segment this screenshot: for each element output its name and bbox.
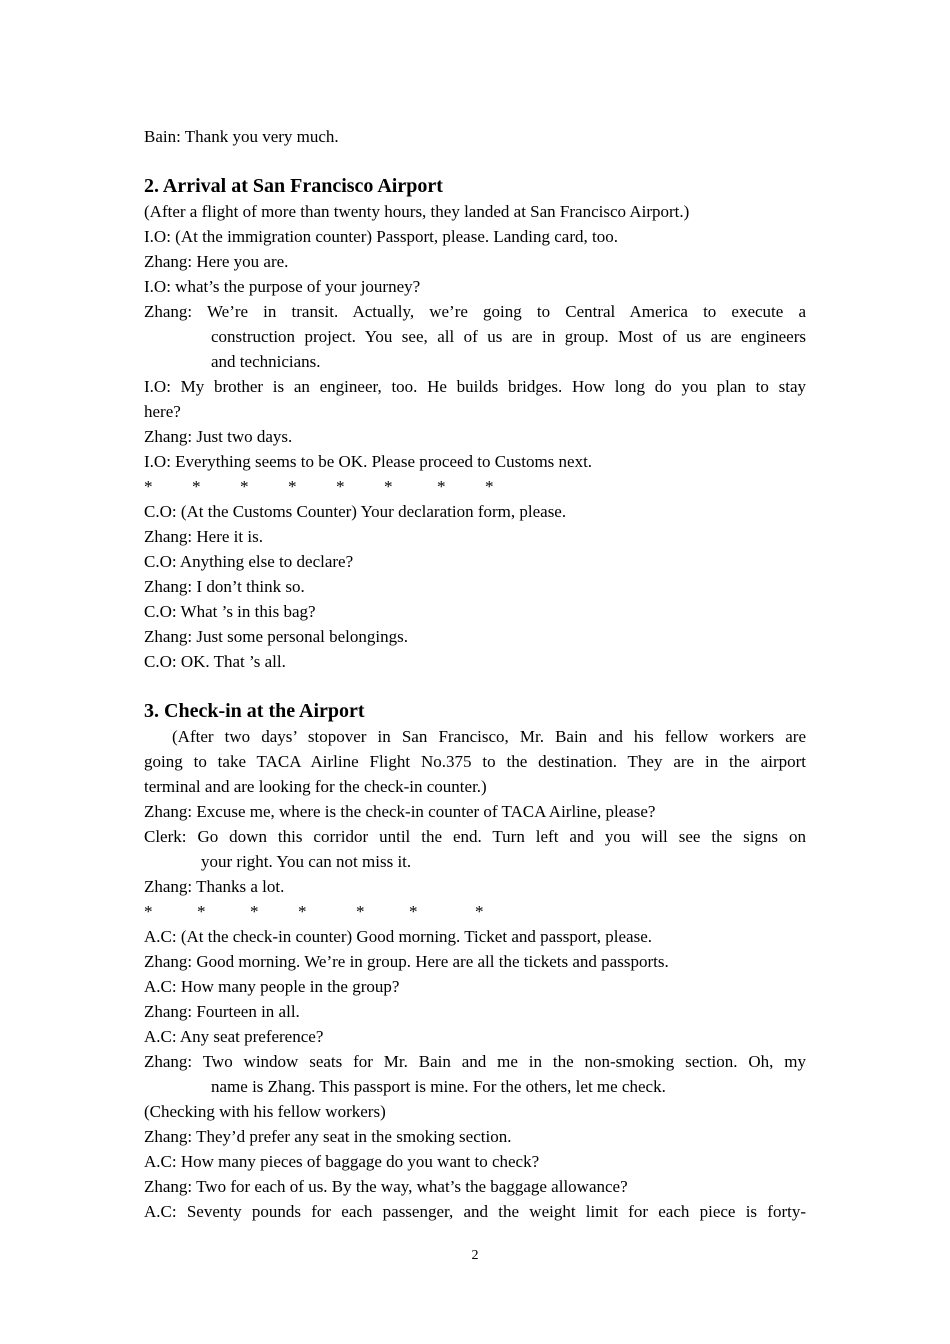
dialogue-line: Zhang: Thanks a lot. <box>144 877 285 896</box>
dialogue-line-continuation: your right. You can not miss it. <box>201 852 412 871</box>
dialogue-line: I.O: Everything seems to be OK. Please proceed to Customs next. <box>144 452 593 471</box>
separator-star: * <box>192 477 201 496</box>
separator-star: * <box>250 902 259 921</box>
separator-stars <box>144 899 806 924</box>
dialogue-line: Zhang: Here you are. <box>144 252 289 271</box>
stage-direction: (After a flight of more than twenty hours, they landed at San Francisco Airport.) <box>144 202 690 221</box>
separator-star: * <box>384 477 393 496</box>
dialogue-line: C.O: What ’s in this bag? <box>144 602 316 621</box>
dialogue-line: Zhang: We’re in transit. Actually, we’re going to Central America to execute a <box>144 302 806 321</box>
separator-star: * <box>197 902 206 921</box>
dialogue-line: Zhang: Just two days. <box>144 427 293 446</box>
separator-stars <box>144 474 806 499</box>
separator-star: * <box>144 902 153 921</box>
dialogue-line: C.O: OK. That ’s all. <box>144 652 286 671</box>
dialogue-line: Bain: Thank you very much. <box>144 127 339 146</box>
dialogue-line: Zhang: Here it is. <box>144 527 263 546</box>
separator-star: * <box>240 477 249 496</box>
dialogue-line: A.C: Any seat preference? <box>144 1027 324 1046</box>
dialogue-line: Clerk: Go down this corridor until the end. Turn left and you will see the signs on <box>144 827 806 846</box>
separator-star: * <box>288 477 297 496</box>
dialogue-line: A.C: How many pieces of baggage do you want to check? <box>144 1152 540 1171</box>
dialogue-line: Zhang: Two window seats for Mr. Bain and me in the non-smoking section. Oh, my <box>144 1052 806 1071</box>
dialogue-line-continuation: here? <box>144 402 181 421</box>
dialogue-line: A.C: (At the check-in counter) Good morning. Ticket and passport, please. <box>144 927 653 946</box>
dialogue-line-continuation: construction project. You see, all of us are in group. Most of us are engineers <box>211 327 806 346</box>
page-number: 2 <box>471 1248 479 1263</box>
section-3-heading: 3. Check-in at the Airport <box>144 700 365 722</box>
separator-star: * <box>298 902 307 921</box>
dialogue-line: Zhang: They’d prefer any seat in the smoking section. <box>144 1127 512 1146</box>
dialogue-line: I.O: My brother is an engineer, too. He builds bridges. How long do you plan to stay <box>144 377 806 396</box>
separator-star: * <box>437 477 446 496</box>
separator-star: * <box>409 902 418 921</box>
separator-star: * <box>485 477 494 496</box>
dialogue-line: Zhang: Fourteen in all. <box>144 1002 300 1021</box>
separator-star: * <box>336 477 345 496</box>
dialogue-line: Zhang: I don’t think so. <box>144 577 305 596</box>
dialogue-line: I.O: (At the immigration counter) Passport, please. Landing card, too. <box>144 227 618 246</box>
dialogue-line: A.C: How many people in the group? <box>144 977 400 996</box>
dialogue-line: C.O: Anything else to declare? <box>144 552 354 571</box>
dialogue-line: C.O: (At the Customs Counter) Your declaration form, please. <box>144 502 567 521</box>
dialogue-line-continuation: name is Zhang. This passport is mine. For the others, let me check. <box>211 1077 666 1096</box>
intro-paragraph-line: going to take TACA Airline Flight No.375 to the destination. They are in the airport <box>144 752 806 771</box>
dialogue-line: A.C: Seventy pounds for each passenger, and the weight limit for each piece is forty- <box>144 1202 806 1221</box>
dialogue-line-continuation: and technicians. <box>211 352 321 371</box>
intro-paragraph-line: terminal and are looking for the check-in counter.) <box>144 777 487 796</box>
separator-star: * <box>475 902 484 921</box>
dialogue-line: Zhang: Just some personal belongings. <box>144 627 408 646</box>
stage-direction: (Checking with his fellow workers) <box>144 1102 386 1121</box>
separator-star: * <box>144 477 153 496</box>
dialogue-line: Zhang: Good morning. We’re in group. Here are all the tickets and passports. <box>144 952 669 971</box>
dialogue-line: I.O: what’s the purpose of your journey? <box>144 277 421 296</box>
separator-star: * <box>356 902 365 921</box>
intro-paragraph-line: (After two days’ stopover in San Francisco, Mr. Bain and his fellow workers are <box>172 727 806 746</box>
dialogue-line: Zhang: Excuse me, where is the check-in counter of TACA Airline, please? <box>144 802 656 821</box>
dialogue-line: Zhang: Two for each of us. By the way, what’s the baggage allowance? <box>144 1177 628 1196</box>
page-content <box>144 124 806 1224</box>
section-2-heading: 2. Arrival at San Francisco Airport <box>144 175 443 197</box>
